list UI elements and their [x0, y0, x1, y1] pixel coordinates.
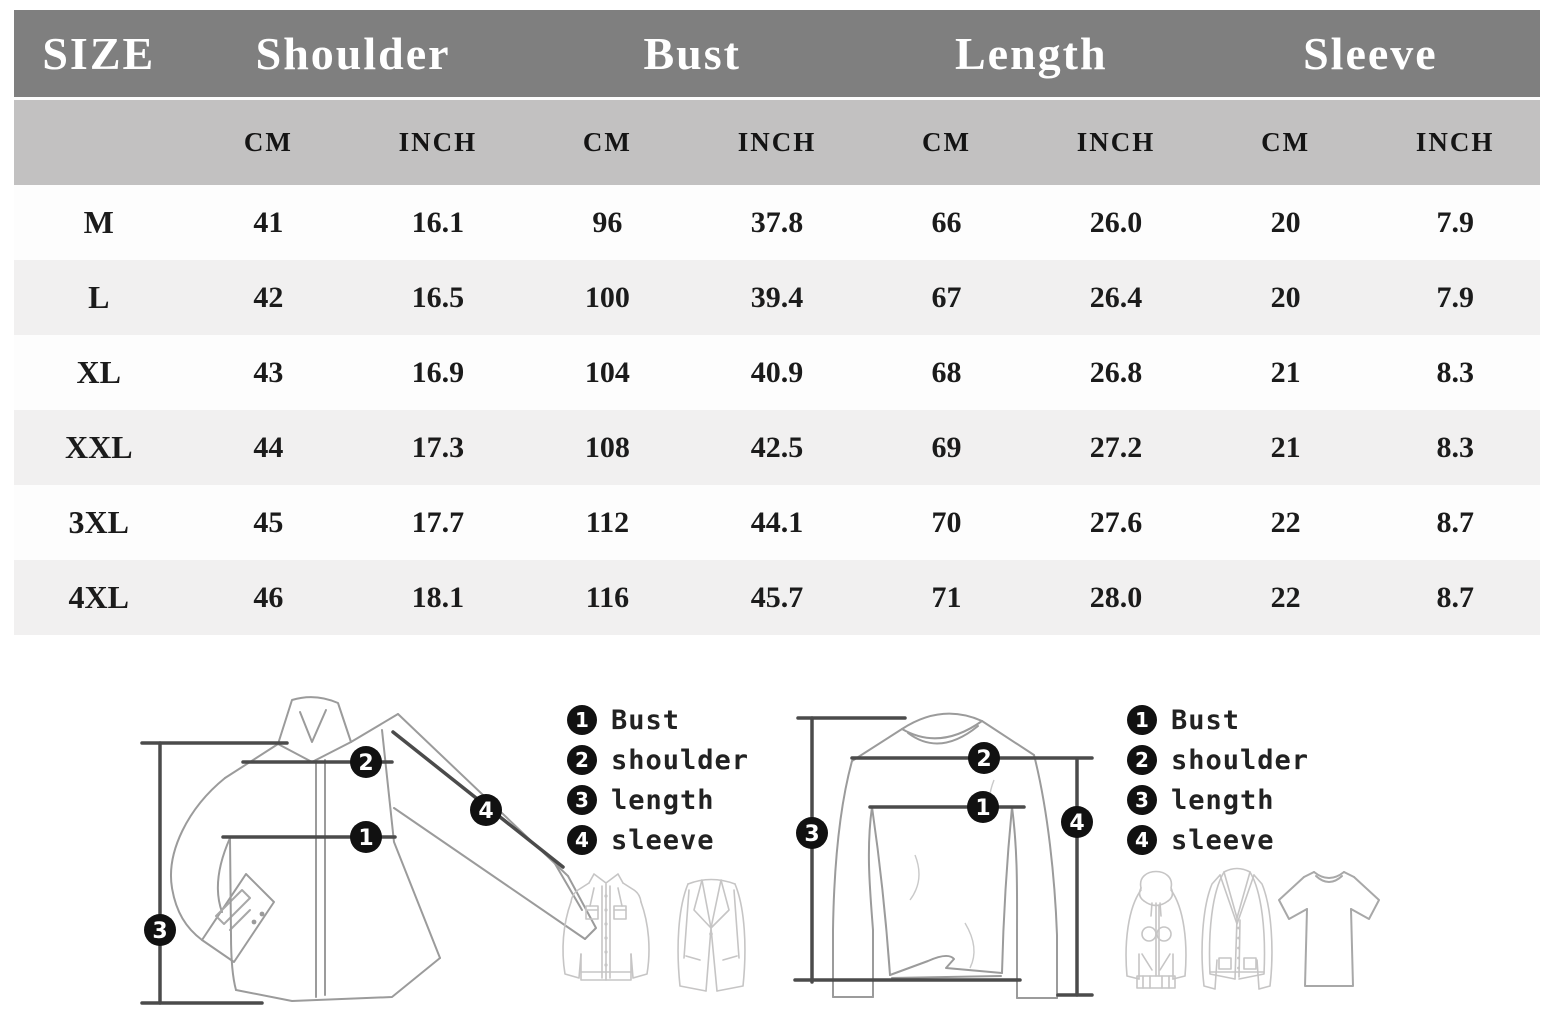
value-cell: 45.7 [750, 580, 804, 614]
value-cell: 21 [1270, 355, 1301, 389]
value-cell: 41 [253, 205, 284, 239]
value-cell: 8.3 [1436, 430, 1474, 464]
unit-cell: INCH [692, 99, 862, 186]
legend-item-length: 3 length [1127, 780, 1367, 820]
unit-cell: INCH [1370, 99, 1540, 186]
size-cell: 4XL [68, 579, 129, 615]
svg-text:3: 3 [804, 822, 820, 847]
value-cell: 44.1 [750, 505, 804, 539]
value-cell: 96 [592, 205, 623, 239]
units-empty-cell [14, 99, 184, 186]
value-cell: 67 [931, 280, 962, 314]
svg-text:3: 3 [152, 919, 168, 944]
marker-shoulder [968, 742, 1000, 774]
header-shoulder: Shoulder [184, 10, 523, 99]
value-cell: 8.7 [1436, 580, 1474, 614]
value-cell: 69 [931, 430, 962, 464]
cardigan-icon [1194, 860, 1279, 1002]
legend-item-bust: 1 Bust [1127, 700, 1367, 740]
legend-item-length: 3 length [567, 780, 807, 820]
value-cell: 16.5 [411, 280, 465, 314]
value-cell: 18.1 [411, 580, 465, 614]
unit-cell: CM [862, 99, 1032, 186]
unit-cell: CM [1201, 99, 1371, 186]
svg-text:2: 2 [358, 751, 374, 776]
size-cell: XL [76, 354, 121, 390]
value-cell: 20 [1270, 280, 1301, 314]
badge-4-icon: 4 [567, 825, 597, 855]
value-cell: 8.7 [1436, 505, 1474, 539]
legend-item-sleeve: 4 sleeve [567, 820, 807, 860]
header-bust: Bust [523, 10, 862, 99]
size-cell: M [83, 204, 114, 240]
legend-item-shoulder: 2 shoulder [567, 740, 807, 780]
svg-text:2: 2 [976, 747, 992, 772]
value-cell: 7.9 [1436, 280, 1474, 314]
blazer-icon [664, 866, 759, 1001]
value-cell: 45 [253, 505, 284, 539]
value-cell: 17.3 [411, 430, 465, 464]
value-cell: 17.7 [411, 505, 465, 539]
value-cell: 22 [1270, 580, 1301, 614]
size-cell: L [88, 279, 110, 315]
marker-length [144, 914, 176, 946]
value-cell: 42.5 [750, 430, 804, 464]
hoodie-icon [1116, 858, 1196, 1000]
header-sleeve: Sleeve [1201, 10, 1540, 99]
value-cell: 16.9 [411, 355, 465, 389]
value-cell: 21 [1270, 430, 1301, 464]
marker-bust [350, 821, 382, 853]
size-cell: XXL [64, 429, 133, 465]
denim-jacket-icon [556, 862, 656, 1002]
table-row-m [14, 185, 1540, 260]
header-length: Length [862, 10, 1201, 99]
value-cell: 43 [253, 355, 284, 389]
marker-length [796, 817, 828, 849]
value-cell: 16.1 [411, 205, 465, 239]
table-row-l [14, 260, 1540, 335]
value-cell: 104 [584, 355, 630, 389]
badge-3-icon: 3 [567, 785, 597, 815]
value-cell: 20 [1270, 205, 1301, 239]
units-row [14, 99, 1540, 186]
value-cell: 28.0 [1089, 580, 1143, 614]
value-cell: 26.8 [1089, 355, 1143, 389]
value-cell: 26.4 [1089, 280, 1143, 314]
marker-sleeve [1061, 806, 1093, 838]
svg-text:1: 1 [975, 796, 991, 821]
sweater-measurement-diagram-icon [790, 685, 1110, 1030]
svg-text:1: 1 [358, 826, 374, 851]
legend-item-sleeve: 4 sleeve [1127, 820, 1367, 860]
value-cell: 112 [585, 505, 630, 539]
badge-1-icon: 1 [567, 705, 597, 735]
t-shirt-icon [1272, 866, 1387, 998]
header-size: SIZE [14, 10, 184, 99]
badge-4-icon: 4 [1127, 825, 1157, 855]
table-row-3xl [14, 485, 1540, 560]
badge-2-icon: 2 [567, 745, 597, 775]
value-cell: 44 [253, 430, 284, 464]
value-cell: 108 [584, 430, 630, 464]
badge-2-icon: 2 [1127, 745, 1157, 775]
unit-cell: CM [184, 99, 354, 186]
value-cell: 116 [585, 580, 630, 614]
size-chart-table [14, 10, 1540, 635]
value-cell: 22 [1270, 505, 1301, 539]
table-row-xl [14, 335, 1540, 410]
value-cell: 39.4 [750, 280, 804, 314]
unit-cell: INCH [1031, 99, 1201, 186]
svg-text:4: 4 [1069, 811, 1085, 836]
measure-legend-right [1127, 700, 1367, 860]
table-row-4xl [14, 560, 1540, 635]
unit-cell: INCH [353, 99, 523, 186]
header-row [14, 10, 1540, 99]
size-cell: 3XL [68, 504, 129, 540]
value-cell: 46 [253, 580, 284, 614]
value-cell: 100 [584, 280, 630, 314]
marker-shoulder [350, 746, 382, 778]
value-cell: 8.3 [1436, 355, 1474, 389]
legend-item-shoulder: 2 shoulder [1127, 740, 1367, 780]
value-cell: 42 [253, 280, 284, 314]
dress-shirt-diagram-icon [130, 690, 600, 1030]
value-cell: 71 [931, 580, 962, 614]
marker-sleeve [470, 794, 502, 826]
marker-bust [967, 791, 999, 823]
value-cell: 70 [931, 505, 962, 539]
measure-legend-left [567, 700, 807, 860]
value-cell: 7.9 [1436, 205, 1474, 239]
value-cell: 27.6 [1089, 505, 1143, 539]
table-row-xxl [14, 410, 1540, 485]
value-cell: 37.8 [750, 205, 804, 239]
badge-3-icon: 3 [1127, 785, 1157, 815]
value-cell: 68 [931, 355, 962, 389]
badge-1-icon: 1 [1127, 705, 1157, 735]
value-cell: 27.2 [1089, 430, 1143, 464]
value-cell: 66 [931, 205, 962, 239]
svg-text:4: 4 [478, 799, 494, 824]
unit-cell: CM [523, 99, 693, 186]
value-cell: 40.9 [750, 355, 804, 389]
legend-item-bust: 1 Bust [567, 700, 807, 740]
value-cell: 26.0 [1089, 205, 1143, 239]
